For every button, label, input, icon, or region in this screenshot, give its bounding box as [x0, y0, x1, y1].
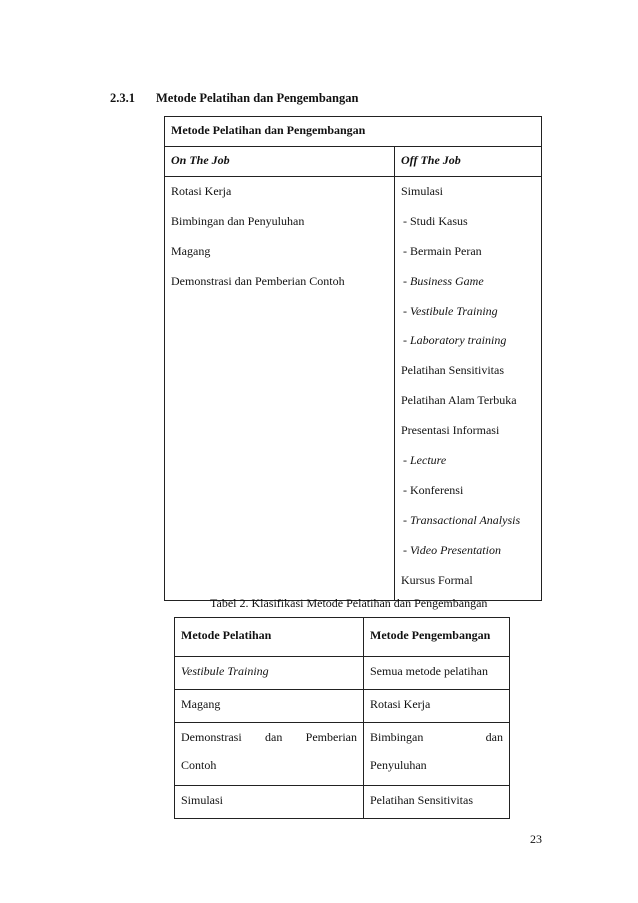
section-title: Metode Pelatihan dan Pengembangan	[156, 91, 359, 105]
table-cell: Vestibule Training	[175, 657, 364, 690]
table-cell: Pelatihan Sensitivitas	[364, 786, 510, 819]
list-item: Demonstrasi dan Pemberian Contoh	[171, 273, 345, 288]
col-header-training: Metode Pelatihan	[175, 618, 364, 657]
on-the-job-list	[165, 177, 395, 601]
list-item: Pelatihan Sensitivitas	[401, 363, 504, 378]
list-item: Magang	[171, 243, 211, 258]
table-caption: Tabel 2. Klasifikasi Metode Pelatihan dan Pengembangan	[210, 596, 488, 610]
list-item: - Konferensi	[403, 482, 464, 497]
table-row	[175, 786, 510, 819]
cell-line: Penyuluhan	[370, 758, 427, 772]
table-cell: Rotasi Kerja	[364, 690, 510, 723]
methods-classification-table	[164, 116, 542, 601]
list-item: - Studi Kasus	[403, 213, 468, 228]
table-cell	[175, 723, 364, 786]
training-development-table	[174, 617, 510, 819]
col-header-development: Metode Pengembangan	[364, 618, 510, 657]
table-cell	[364, 723, 510, 786]
list-item: Pelatihan Alam Terbuka	[401, 393, 517, 408]
cell-word: dan	[485, 730, 503, 744]
list-item: Simulasi	[401, 184, 444, 198]
table-row	[175, 723, 510, 786]
cell-word: Pemberian	[305, 730, 357, 744]
list-item: - Lecture	[403, 453, 447, 468]
list-item: Presentasi Informasi	[401, 423, 500, 438]
table1-header: Metode Pelatihan dan Pengembangan	[165, 117, 542, 147]
table-row	[175, 690, 510, 723]
cell-word: Demonstrasi	[181, 730, 242, 744]
list-item: - Vestibule Training	[403, 303, 498, 318]
section-number: 2.3.1	[110, 91, 135, 105]
list-item: Bimbingan dan Penyuluhan	[171, 213, 305, 228]
col-header-off-the-job: Off The Job	[395, 147, 542, 177]
list-item: - Laboratory training	[403, 333, 507, 348]
off-the-job-list	[395, 177, 542, 601]
list-item: - Bermain Peran	[403, 243, 482, 258]
section-heading	[110, 91, 358, 106]
col-header-on-the-job: On The Job	[165, 147, 395, 177]
table-cell: Simulasi	[175, 786, 364, 819]
table-row	[175, 657, 510, 690]
cell-word: dan	[265, 730, 283, 744]
list-item: Rotasi Kerja	[171, 184, 232, 198]
cell-line: Contoh	[181, 758, 217, 772]
list-item: - Video Presentation	[403, 542, 501, 557]
list-item: Kursus Formal	[401, 572, 473, 587]
list-item: - Business Game	[403, 273, 484, 288]
table-cell: Semua metode pelatihan	[364, 657, 510, 690]
page-number: 23	[530, 832, 542, 846]
table-cell: Magang	[175, 690, 364, 723]
list-item: - Transactional Analysis	[403, 512, 521, 527]
cell-word: Bimbingan	[370, 730, 424, 744]
